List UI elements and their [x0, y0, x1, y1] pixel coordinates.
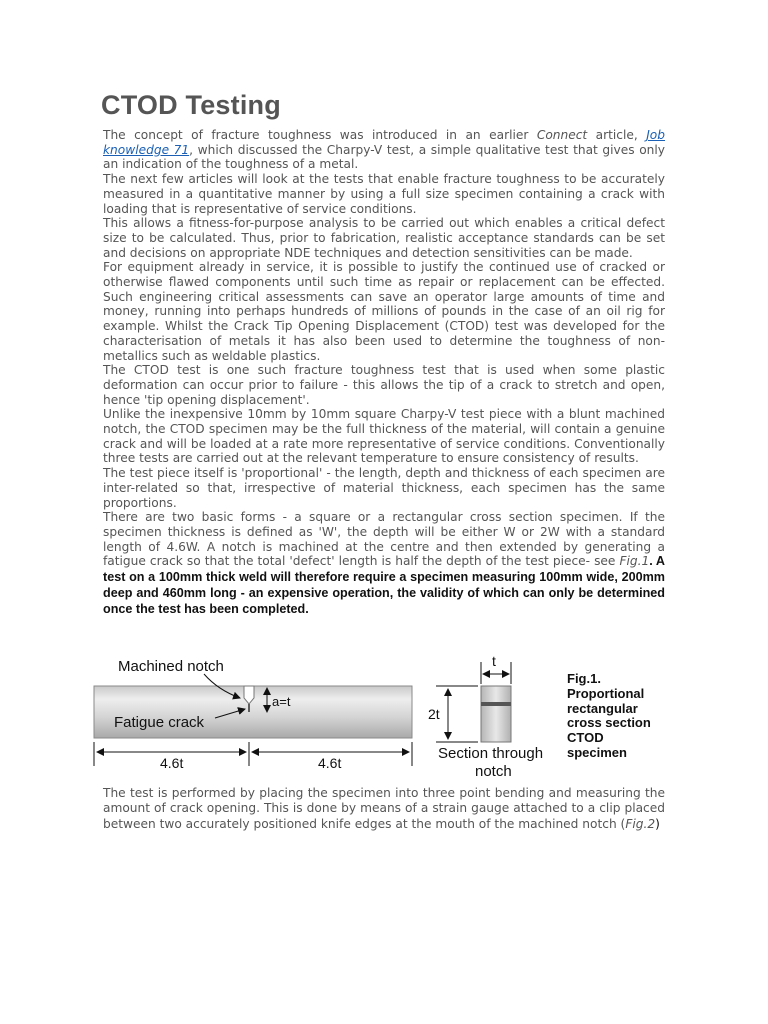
caption-line: specimen	[567, 744, 627, 760]
page-title: CTOD Testing	[101, 90, 281, 120]
article-body	[103, 128, 665, 618]
thickness-label: t	[492, 654, 496, 669]
paragraph-text: The concept of fracture toughness was introduced in an earlier	[103, 128, 537, 142]
machined-notch-label: Machined notch	[118, 658, 224, 675]
paragraph-bold-text: . A test on a 100mm thick weld will therefore require a specimen measuring 100mm wide, 200mm deep and 460mm long - an expensive operation, the validity of which can only be determined once the test has been completed.	[103, 554, 665, 616]
article-body-continued	[103, 786, 665, 832]
figure-2-reference: Fig.2	[625, 816, 656, 831]
paragraph-8	[103, 510, 665, 617]
connect-magazine-name: Connect	[536, 128, 588, 142]
figure-1-reference: Fig.1	[619, 554, 650, 569]
depth-label: 2t	[428, 706, 440, 722]
paragraph-9	[103, 786, 665, 832]
caption-line: Proportional	[567, 685, 645, 701]
caption-line: CTOD	[567, 730, 604, 746]
paragraph-text: article,	[587, 128, 647, 142]
fatigue-crack-label: Fatigue crack	[114, 714, 205, 731]
caption-line: rectangular	[567, 700, 638, 716]
paragraph-5: The CTOD test is one such fracture toughness test that is used when some plastic deformation can occur prior to failure - this allows the tip of a crack to stretch and open, hence 'tip opening displacement'.	[103, 363, 665, 407]
paragraph-text: , which discussed the Charpy-V test, a simple qualitative test that gives only an indication of the toughness of a metal.	[103, 142, 665, 172]
caption-line: Fig.1.	[567, 671, 601, 686]
specimen-diagram	[92, 654, 562, 780]
paragraph-1	[103, 128, 665, 172]
paragraph-3: This allows a fitness-for-purpose analysis to be carried out which enables a critical defect size to be calculated. Thus, prior to fabrication, realistic acceptance standards can be set and decisions on appropriate NDE techniques and detection sensitivities can be made.	[103, 216, 665, 260]
paragraph-4: For equipment already in service, it is possible to justify the continued use of cracked or otherwise flawed components until such time as repair or replacement can be effected. Such engineering critical assessments can save an operator large amounts of time and money, running into perhaps hundreds of millions of pounds in the case of an oil rig for example. Whilst the Crack Tip Opening Displacement (CTOD) test was developed for the characterisation of metals it has also been used to determine the toughness of non-metallics such as weldable plastics.	[103, 260, 665, 363]
paragraph-2: The next few articles will look at the tests that enable fracture toughness to be accurately measured in a quantitative manner by using a full size specimen containing a crack with loading that is representative of service conditions.	[103, 172, 665, 216]
paragraph-7: The test piece itself is 'proportional' - the length, depth and thickness of each specimen are inter-related so that, irrespective of material thickness, each specimen has the same proportions.	[103, 466, 665, 510]
cross-section-crack-band	[481, 702, 511, 706]
right-length-label: 4.6t	[318, 755, 342, 771]
figure-1-diagram	[92, 654, 562, 780]
cross-section-block	[481, 686, 511, 742]
section-label-line2: notch	[475, 763, 512, 780]
paragraph-6: Unlike the inexpensive 10mm by 10mm square Charpy-V test piece with a blunt machined notch, the CTOD specimen may be the full thickness of the material, will contain a genuine crack and will be loaded at a rate more representative of service conditions. Conventionally three tests are carried out at the relevant temperature to ensure consistency of results.	[103, 407, 665, 466]
left-length-label: 4.6t	[160, 755, 184, 771]
job-knowledge-link[interactable]: Job knowledge 71	[103, 128, 665, 157]
paragraph-text: The test is performed by placing the specimen into three point bending and measuring the amount of crack opening. This is done by means of a strain gauge attached to a clip placed between two accurately positioned knife edges at the mouth of the machined notch (	[103, 786, 665, 831]
caption-line: cross section	[567, 715, 651, 731]
figure-1-caption	[567, 672, 667, 761]
paragraph-text: There are two basic forms - a square or a rectangular cross section specimen. If the specimen thickness is defined as 'W', the depth will be either W or 2W with a standard length of 4.6W. A notch is machined at the centre and then extended by generating a fatigue crack so that the total 'defect' length is half the depth of the test piece- see	[103, 510, 665, 569]
paragraph-text: )	[655, 816, 660, 831]
section-label-line1: Section through	[438, 745, 544, 762]
a-equals-t-label: a=t	[272, 694, 291, 709]
